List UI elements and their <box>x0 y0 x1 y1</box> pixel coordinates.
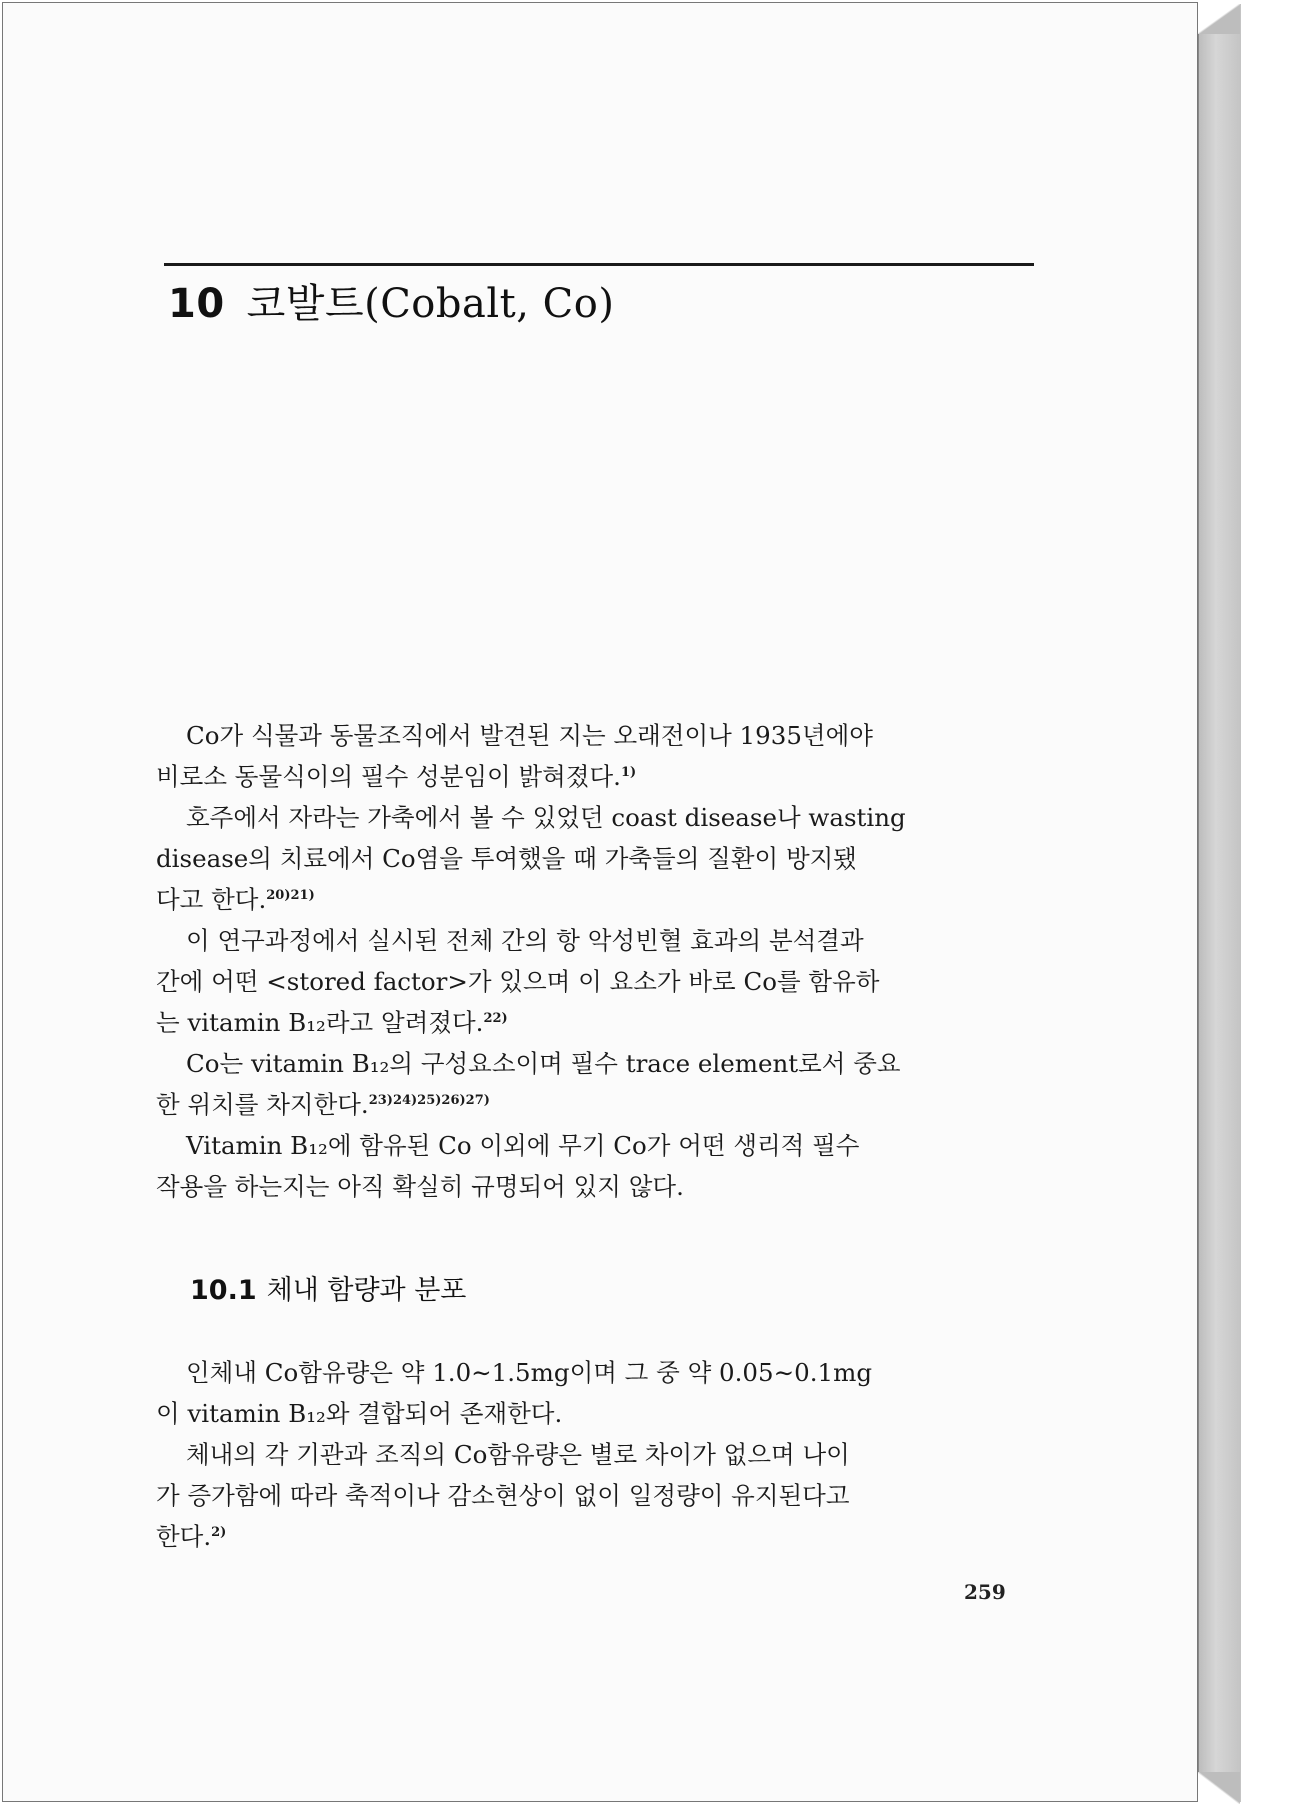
section-heading <box>190 1268 466 1307</box>
text-line <box>156 1352 1036 1393</box>
line-text: 한다. <box>156 1522 212 1551</box>
line-text: 한 위치를 차지한다. <box>156 1090 369 1119</box>
line-text: 인체내 Co함유량은 약 1.0∼1.5mg이며 그 중 약 0.05∼0.1mg <box>186 1358 873 1387</box>
section-paragraphs <box>156 1352 1036 1557</box>
chapter-heading <box>168 272 614 329</box>
line-text: 작용을 하는지는 아직 확실히 규명되어 있지 않다. <box>156 1172 684 1201</box>
text-line <box>156 756 1036 797</box>
text-line <box>156 797 1036 838</box>
text-line <box>156 1125 1036 1166</box>
text-line <box>156 879 1036 920</box>
footnote-ref: 1) <box>620 764 637 780</box>
chapter-rule <box>164 263 1034 266</box>
line-text: 이 연구과정에서 실시된 전체 간의 항 악성빈혈 효과의 분석결과 <box>186 926 864 955</box>
text-line <box>156 1002 1036 1043</box>
text-line <box>156 1166 1036 1207</box>
page-number: 259 <box>964 1580 1006 1604</box>
page-stack-corner-top <box>1198 4 1240 34</box>
section-number: 10.1 <box>190 1275 257 1306</box>
text-line <box>156 1393 1036 1434</box>
line-text: 호주에서 자라는 가축에서 볼 수 있었던 coast disease나 wasting <box>186 803 906 832</box>
line-text: 체내의 각 기관과 조직의 Co함유량은 별로 차이가 없으며 나이 <box>186 1440 850 1469</box>
chapter-title: 코발트(Cobalt, Co) <box>246 281 615 327</box>
line-text: 는 vitamin B₁₂라고 알려졌다. <box>156 1008 484 1037</box>
line-text: disease의 치료에서 Co염을 투여했을 때 가축들의 질환이 방지됐 <box>156 844 857 873</box>
page-stack-edge <box>1198 4 1241 1802</box>
section-title: 체내 함량과 분포 <box>266 1275 467 1306</box>
footnote-ref: 2) <box>211 1524 227 1540</box>
line-text: 다고 한다. <box>156 885 267 914</box>
footnote-ref: 20)21) <box>266 887 315 903</box>
text-line <box>156 920 1036 961</box>
footnote-ref: 22) <box>483 1010 508 1026</box>
line-text: Co가 식물과 동물조직에서 발견된 지는 오래전이나 1935년에야 <box>186 721 873 750</box>
chapter-number: 10 <box>168 281 225 327</box>
intro-paragraphs <box>156 715 1036 1207</box>
text-line <box>156 838 1036 879</box>
text-line <box>156 1434 1036 1475</box>
text-line <box>156 1084 1036 1125</box>
line-text: 가 증가함에 따라 축적이나 감소현상이 없이 일정량이 유지된다고 <box>156 1481 850 1510</box>
text-line <box>156 715 1036 756</box>
line-text: 비로소 동물식이의 필수 성분임이 밝혀졌다. <box>156 762 621 791</box>
page-stack-corner-bottom <box>1198 1772 1240 1804</box>
line-text: Vitamin B₁₂에 함유된 Co 이외에 무기 Co가 어떤 생리적 필수 <box>186 1131 860 1160</box>
line-text: 간에 어떤 <stored factor>가 있으며 이 요소가 바로 Co를 함유하 <box>156 967 880 996</box>
text-line <box>156 1475 1036 1516</box>
text-line <box>156 961 1036 1002</box>
text-line <box>156 1043 1036 1084</box>
line-text: Co는 vitamin B₁₂의 구성요소이며 필수 trace element로서 중요 <box>186 1049 901 1078</box>
footnote-ref: 23)24)25)26)27) <box>368 1092 490 1108</box>
line-text: 이 vitamin B₁₂와 결합되어 존재한다. <box>156 1399 563 1428</box>
text-line <box>156 1516 1036 1557</box>
